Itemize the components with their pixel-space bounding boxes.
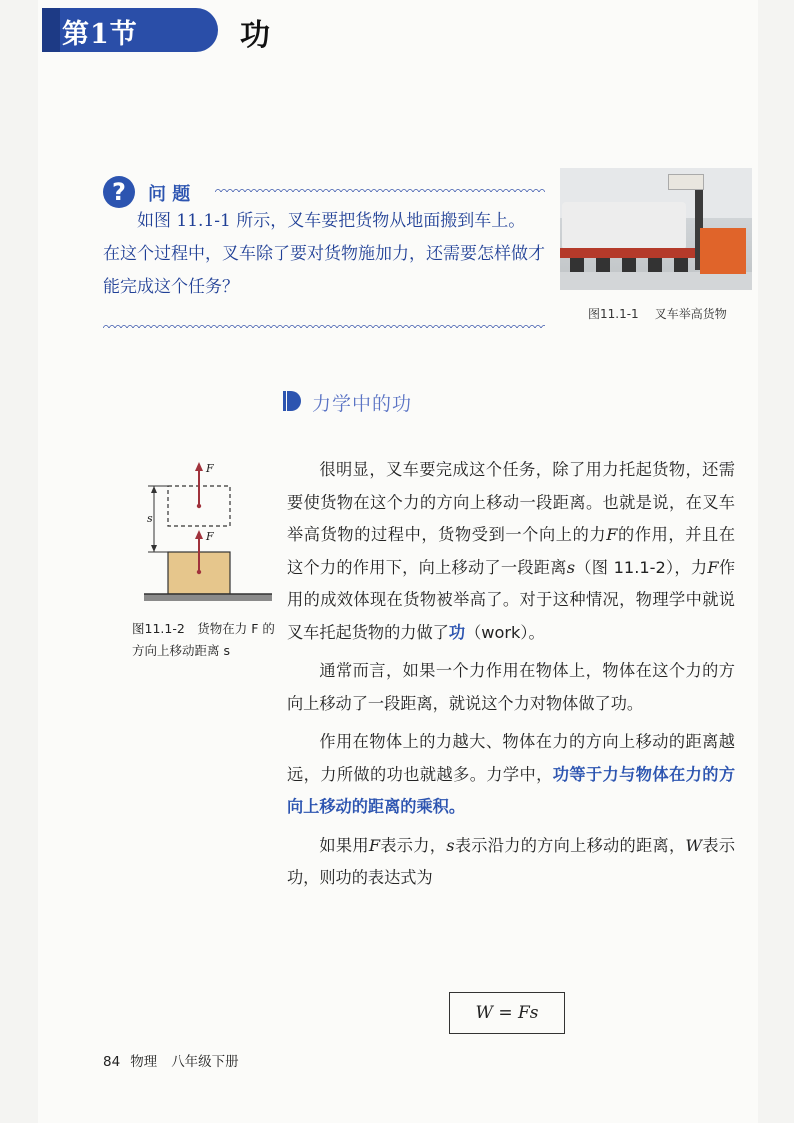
figure1-caption-text: 叉车举高货物 [654, 307, 727, 321]
footer-book: 八年级下册 [171, 1054, 239, 1070]
term-work: 功 [448, 622, 466, 642]
work-formula: W = Fs [449, 992, 565, 1034]
label-s: s [147, 512, 153, 525]
page-footer [103, 1050, 239, 1070]
paragraph-3: 作用在物体上的力越大、物体在力的方向上移动的距离越远，力所做的功也就越多。力学中，功等于力与物体在力的方向上移动的距离的乘积。 [287, 732, 736, 816]
work-definition: 功等于力与物体在力的方向上移动的距离的乘积。 [287, 764, 736, 816]
wavy-divider-top [215, 186, 545, 192]
question-title: 问 题 [148, 184, 191, 205]
question-text [103, 205, 553, 304]
force-diagram [138, 456, 278, 608]
question-icon: ? [103, 176, 135, 208]
section-label: 第1节 [62, 19, 138, 50]
label-f-bottom: F [206, 530, 214, 543]
figure2-caption: 图11.1-2 货物在力 F 的方向上移动距离 s [132, 621, 275, 658]
subsection-title: 力学中的功 [312, 393, 413, 415]
forklift-photo [560, 168, 752, 290]
paragraph-2: 通常而言，如果一个力作用在物体上，物体在这个力的方向上移动了一段距离，就说这个力对物体做了功。 [287, 661, 735, 713]
footer-subject: 物理 [130, 1054, 158, 1070]
page-number: 84 [103, 1054, 121, 1070]
figure1-number: 图11.1-1 [588, 307, 639, 321]
paragraph-1: 很明显，叉车要完成这个任务，除了用力托起货物，还需要使货物在这个力的方向上移动一段距离。也就是说，在叉车举高货物的过程中，货物受到一个向上的力F的作用，并且在这个力的作用下，向上移动了一段距离s（图 11.1-2），力F作用的成效体现在货物被举高了。对于这种情况，物理学中就说叉车托起货物的力做了功（work）。 [287, 460, 736, 642]
label-f-top: F [206, 462, 214, 475]
section-title: 功 [240, 18, 270, 53]
ground [144, 594, 272, 601]
figure1-caption [588, 305, 727, 322]
question-text-line1: 如图 11.1-1 所示，叉车要把货物从地面搬到车上。 [137, 211, 526, 231]
question-text-rest: 在这个过程中，叉车除了要对货物施加力，还需要怎样做才能完成这个任务？ [103, 244, 545, 297]
paragraph-4: 如果用F表示力，s表示沿力的方向上移动的距离，W表示功，则功的表达式为 [287, 835, 736, 887]
wavy-divider-bottom [103, 322, 545, 328]
body-text [287, 454, 735, 895]
